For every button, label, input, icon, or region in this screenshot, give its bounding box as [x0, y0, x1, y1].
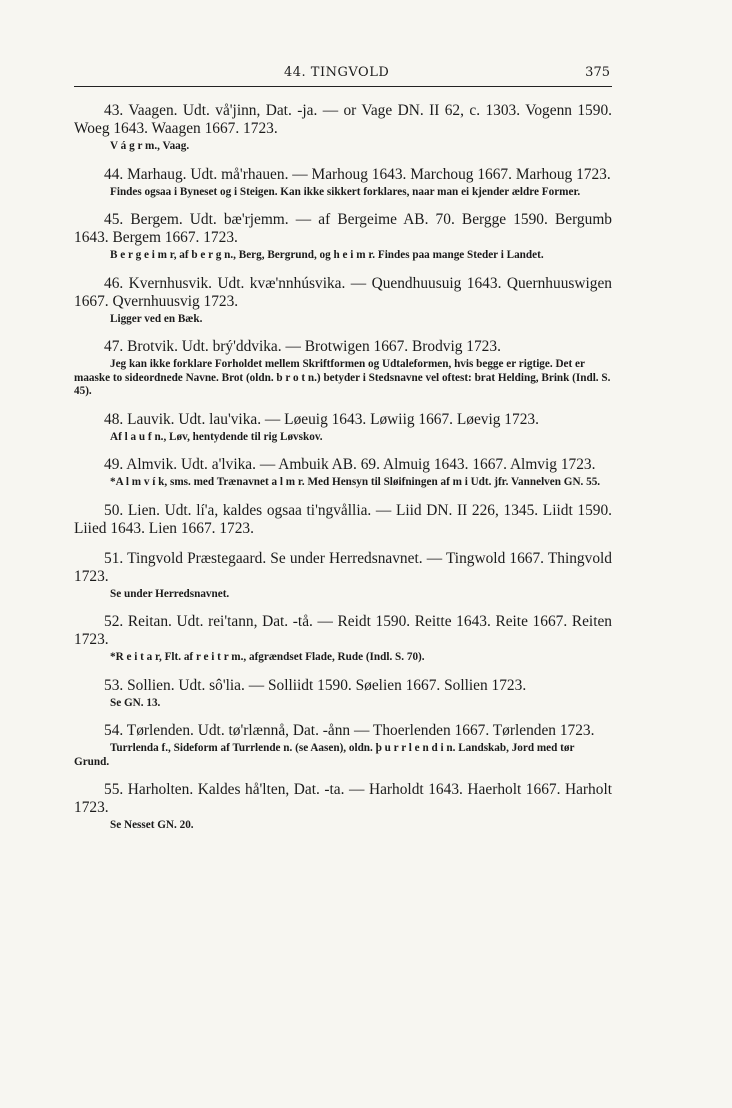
- entry-52: [74, 613, 612, 665]
- entry-48: [74, 411, 612, 445]
- entry-note: Ligger ved en Bæk.: [110, 312, 203, 325]
- entry-54: [74, 722, 612, 769]
- entry-text: 53. Sollien. Udt. sô'lia. — Solliidt 1590. Søelien 1667. Sollien 1723.: [104, 676, 527, 694]
- entry-note: V á g r m., Vaag.: [110, 140, 190, 152]
- entry-text: 46. Kvernhusvik. Udt. kvæ'nnhúsvika. — Quendhuusuig 1643. Quernhuuswigen 1667. Qvernhuusvig 1723.: [74, 274, 612, 310]
- entry-note: B e r g e i m r, af b e r g n., Berg, Bergrund, og h e i m r. Findes paa mange Steder i Landet.: [110, 249, 544, 261]
- running-header: [74, 64, 612, 87]
- entry-44: [74, 166, 612, 200]
- entry-43: [74, 102, 612, 154]
- entry-note: Jeg kan ikke forklare Forholdet mellem Skriftformen og Udtaleformen, hvis begge er rigtige. Det er maaske to sideordnede Navne. Brot (oldn. b r o t n.) betyder i Stedsnavne vel oftest: brat Helding, Brink (Indl. S. 45).: [74, 358, 611, 397]
- entry-text: 52. Reitan. Udt. rei'tann, Dat. -tå. — Reidt 1590. Reitte 1643. Reite 1667. Reiten 1723.: [74, 613, 612, 648]
- entry-note: Se Nesset GN. 20.: [110, 819, 194, 831]
- entry-text: 48. Lauvik. Udt. lau'vika. — Løeuig 1643. Løwiig 1667. Løevig 1723.: [104, 410, 539, 428]
- page-number: 375: [585, 65, 610, 80]
- entry-note: *R e i t a r, Flt. af r e i t r m., afgrændset Flade, Rude (Indl. S. 70).: [110, 651, 425, 663]
- entry-47: [74, 338, 612, 399]
- entry-text: 51. Tingvold Præstegaard. Se under Herredsnavnet. — Tingwold 1667. Thingvold 1723.: [74, 549, 612, 585]
- header-title: 44. TINGVOLD: [284, 65, 390, 80]
- entry-text: 54. Tørlenden. Udt. tø'rlænnå, Dat. -ånn — Thoerlenden 1667. Tørlenden 1723.: [104, 722, 595, 739]
- entry-50: [74, 502, 612, 538]
- entry-text: 50. Lien. Udt. lí'a, kaldes ogsaa ti'ngvållia. — Liid DN. II 226, 1345. Liidt 1590. Liied 1643. Lien 1667. 1723.: [74, 501, 612, 537]
- entry-51: [74, 550, 612, 602]
- entry-note: Af l a u f n., Løv, hentydende til rig Løvskov.: [110, 430, 323, 443]
- entry-list: [74, 102, 612, 845]
- entry-text: 44. Marhaug. Udt. må'rhauen. — Marhoug 1643. Marchoug 1667. Marhoug 1723.: [104, 165, 611, 183]
- entry-text: 47. Brotvik. Udt. brý'ddvika. — Brotwigen 1667. Brodvig 1723.: [104, 338, 501, 355]
- entry-text: 55. Harholten. Kaldes hå'lten, Dat. -ta. — Harholdt 1643. Haerholt 1667. Harholt 1723.: [74, 781, 612, 816]
- entry-note: Se GN. 13.: [110, 696, 161, 709]
- entry-46: [74, 275, 612, 327]
- entry-53: [74, 677, 612, 711]
- entry-text: 49. Almvik. Udt. a'lvika. — Ambuik AB. 69. Almuig 1643. 1667. Almvig 1723.: [104, 456, 596, 473]
- entry-note: Se under Herredsnavnet.: [110, 587, 230, 600]
- entry-note: *A l m v í k, sms. med Trænavnet a l m r. Med Hensyn til Sløifningen af m i Udt. jfr. Vannelven GN. 55.: [110, 476, 601, 488]
- entry-55: [74, 781, 612, 833]
- entry-text: 45. Bergem. Udt. bæ'rjemm. — af Bergeime AB. 70. Bergge 1590. Bergumb 1643. Bergem 1667. 1723.: [74, 211, 612, 246]
- entry-text: 43. Vaagen. Udt. vå'jinn, Dat. -ja. — or Vage DN. II 62, c. 1303. Vogenn 1590. Woeg 1643. Waagen 1667. 1723.: [74, 102, 612, 137]
- entry-45: [74, 211, 612, 263]
- entry-note: Findes ogsaa i Byneset og i Steigen. Kan ikke sikkert forklares, naar man ei kjender ældre Former.: [110, 185, 581, 198]
- entry-49: [74, 456, 612, 490]
- entry-note: Turrlenda f., Sideform af Turrlende n. (se Aasen), oldn. þ u r r l e n d i n. Landskab, Jord med tør Grund.: [74, 742, 575, 768]
